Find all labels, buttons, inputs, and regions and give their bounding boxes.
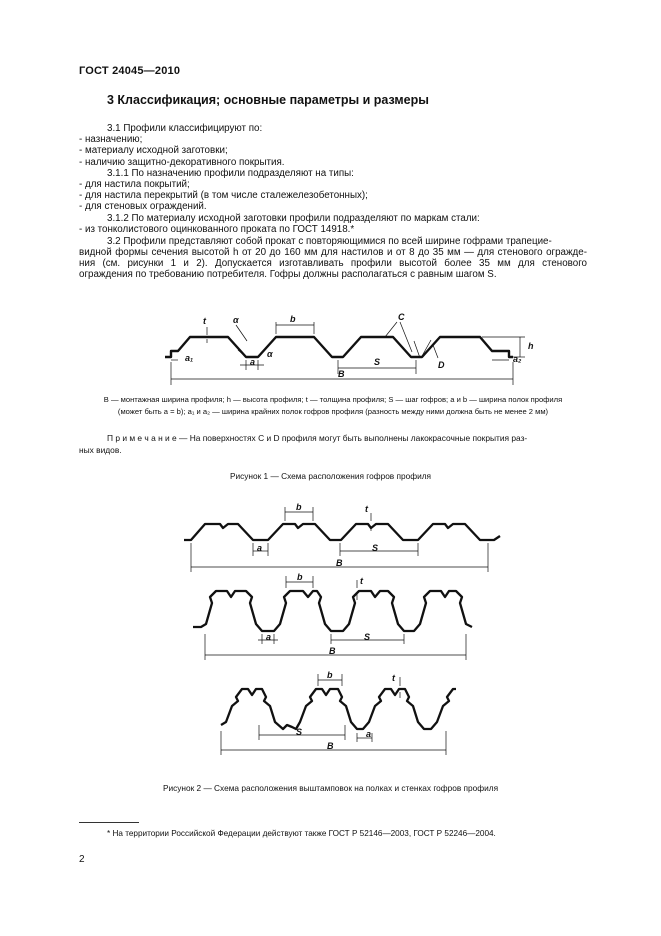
figure-1-dimensions [171, 322, 525, 385]
page-number: 2 [79, 854, 85, 865]
label-a: a [250, 357, 256, 367]
label-t: t [365, 504, 368, 514]
paragraph-3-2-line: ния (см. рисунки 1 и 2). Допускается изготавливать профили высотой более 35 мм для стенового [79, 257, 587, 269]
legend-line: B — монтажная ширина профиля; h — высота профиля; t — толщина профиля; S — шаг гофров; a и b — ширина полок профиля [103, 395, 563, 404]
label-B: B [336, 558, 343, 568]
label-B: B [338, 369, 345, 379]
note-line: П р и м е ч а н и е — На поверхностях C и D профиля могут быть выполнены лакокрасочные покрытия раз- [107, 433, 528, 443]
label-a1: a₁ [185, 353, 194, 363]
figure-2-bottom-labels [296, 670, 396, 751]
label-b: b [290, 314, 296, 324]
footnote: * На территории Российской Федерации действуют также ГОСТ Р 52146—2003, ГОСТ Р 52246—2004. [107, 829, 496, 838]
figure-2-top-labels [257, 502, 378, 568]
label-b: b [327, 670, 333, 680]
list-item: - для стеновых ограждений. [79, 201, 207, 213]
figure-2-profile-middle [193, 591, 472, 631]
label-S: S [364, 632, 371, 642]
figure-2-profile-top [184, 524, 500, 540]
list-item: - для настила перекрытий (в том числе сталежелезобетонных); [79, 190, 368, 202]
label-S: S [372, 543, 379, 553]
label-b: b [297, 572, 303, 582]
label-C: C [398, 312, 405, 322]
label-t: t [203, 316, 206, 326]
label-b: b [296, 502, 302, 512]
label-B: B [327, 741, 334, 751]
list-item: - назначению; [79, 134, 143, 146]
paragraph-3-2-line: ограждения по требованию потребителя. Гофры должны располагаться с равным шагом S. [79, 269, 497, 281]
paragraph-3-1-1: 3.1.1 По назначению профили подразделяют на типы: [107, 167, 354, 179]
figure-1-caption: Рисунок 1 — Схема расположения гофров профиля [229, 471, 432, 481]
figure-1-note [79, 432, 587, 456]
figure-1-legend [79, 394, 587, 418]
figure-2-profile-bottom [221, 689, 456, 729]
paragraph-3-2-line: 3.2 Профили представляют собой прокат с повторяющимися по всей ширине гофрами трапецие- [107, 235, 552, 247]
figure-1-labels [185, 312, 534, 379]
note-line: ных видов. [79, 445, 122, 455]
list-item: - из тонколистового оцинкованного проката по ГОСТ 14918.* [79, 223, 355, 235]
label-B: B [329, 646, 336, 656]
label-D: D [438, 360, 445, 370]
label-t: t [360, 576, 363, 586]
list-item: - наличию защитно-декоративного покрытия. [79, 156, 285, 168]
figure-1-profile [165, 337, 513, 357]
label-t: t [392, 673, 395, 683]
paragraph-3-1-2: 3.1.2 По материалу исходной заготовки профили подразделяют по маркам стали: [107, 212, 480, 224]
label-a: a [266, 632, 272, 642]
label-S: S [296, 727, 303, 737]
label-alpha-top: α [233, 315, 239, 325]
label-a: a [257, 543, 263, 553]
document-header: ГОСТ 24045—2010 [79, 65, 181, 77]
label-S: S [374, 357, 381, 367]
figure-2-middle-dimensions [205, 576, 466, 660]
label-a2: a₂ [513, 354, 522, 364]
figure-2-caption: Рисунок 2 — Схема расположения выштамповок на полках и стенках гофров профиля [162, 783, 499, 793]
list-item: - материалу исходной заготовки; [79, 145, 228, 157]
paragraph-3-2-line: видной формы сечения высотой h от 20 до 160 мм для настилов и от 8 до 35 мм — для стенового огражде- [79, 246, 587, 258]
label-a: a [366, 729, 372, 739]
label-alpha: α [267, 349, 273, 359]
list-item: - для настила покрытий; [79, 179, 190, 191]
figure-2-bottom-dimensions [221, 674, 446, 755]
figure-2-middle-labels [266, 572, 370, 656]
label-h: h [528, 341, 534, 351]
paragraph-3-1: 3.1 Профили классифицируют по: [107, 123, 263, 134]
section-heading: 3 Классификация; основные параметры и размеры [107, 93, 429, 107]
footnote-divider [79, 822, 139, 823]
legend-line: (может быть a = b); a₁ и a₂ — ширина крайних полок гофров профиля (разность между ними должна быть не менее 2 мм) [117, 407, 549, 416]
